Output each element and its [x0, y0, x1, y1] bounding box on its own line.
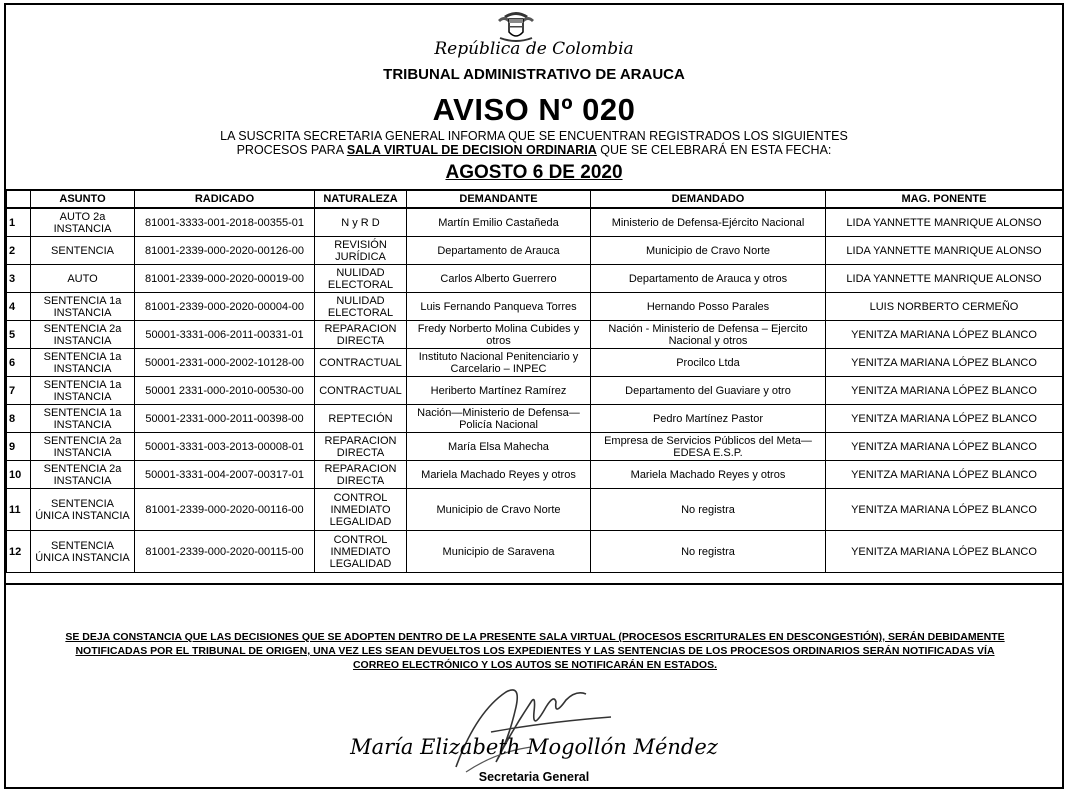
cell-radicado: 50001-3331-003-2013-00008-01	[135, 433, 315, 461]
table-row	[7, 293, 1063, 321]
cell-asunto: AUTO	[31, 265, 135, 293]
table-row	[7, 377, 1063, 405]
cell-demandante: Carlos Alberto Guerrero	[407, 265, 591, 293]
tribunal-name: TRIBUNAL ADMINISTRATIVO DE ARAUCA	[383, 66, 685, 83]
cell-demandado: Hernando Posso Parales	[591, 293, 826, 321]
table-row	[7, 237, 1063, 265]
cell-ponente: LIDA YANNETTE MANRIQUE ALONSO	[826, 237, 1063, 265]
table-row	[7, 433, 1063, 461]
cell-demandante: María Elsa Mahecha	[407, 433, 591, 461]
cell-ponente: YENITZA MARIANA LÓPEZ BLANCO	[826, 405, 1063, 433]
cell-asunto: SENTENCIA 2a INSTANCIA	[31, 433, 135, 461]
cell-naturaleza: CONTROL INMEDIATO LEGALIDAD	[315, 489, 407, 531]
cell-ponente: YENITZA MARIANA LÓPEZ BLANCO	[826, 377, 1063, 405]
table-row	[7, 321, 1063, 349]
cell-ponente: LUIS NORBERTO CERMEÑO	[826, 293, 1063, 321]
cell-demandado: Departamento del Guaviare y otro	[591, 377, 826, 405]
signatory-role: Secretaria General	[478, 770, 590, 784]
cell-demandante: Martín Emilio Castañeda	[407, 208, 591, 237]
row-number: 3	[7, 265, 31, 293]
intro-line-2-pre: PROCESOS PARA	[236, 143, 347, 157]
session-date: AGOSTO 6 DE 2020	[445, 162, 623, 183]
cell-radicado: 50001-2331-000-2011-00398-00	[135, 405, 315, 433]
cell-asunto: SENTENCIA 2a INSTANCIA	[31, 321, 135, 349]
cell-demandante: Heriberto Martínez Ramírez	[407, 377, 591, 405]
cell-radicado: 81001-3333-001-2018-00355-01	[135, 208, 315, 237]
intro-line-2	[6, 143, 1062, 157]
cell-naturaleza: CONTRACTUAL	[315, 349, 407, 377]
column-header-num	[7, 190, 31, 208]
cell-naturaleza: REPARACION DIRECTA	[315, 321, 407, 349]
cell-demandante: Departamento de Arauca	[407, 237, 591, 265]
column-header-demandante: DEMANDANTE	[407, 190, 591, 208]
signatory-name: María Elizabeth Mogollón Méndez	[350, 735, 718, 759]
document-page	[4, 3, 1064, 789]
cell-radicado: 81001-2339-000-2020-00116-00	[135, 489, 315, 531]
cell-demandado: Pedro Martínez Pastor	[591, 405, 826, 433]
table-row	[7, 489, 1063, 531]
cell-naturaleza: REPTECIÓN	[315, 405, 407, 433]
cell-radicado: 50001-3331-006-2011-00331-01	[135, 321, 315, 349]
country-name: República de Colombia	[434, 39, 634, 59]
cell-demandado: Procilco Ltda	[591, 349, 826, 377]
cell-naturaleza: REPARACION DIRECTA	[315, 461, 407, 489]
cell-radicado: 50001-2331-000-2002-10128-00	[135, 349, 315, 377]
cell-radicado: 81001-2339-000-2020-00126-00	[135, 237, 315, 265]
cell-ponente: LIDA YANNETTE MANRIQUE ALONSO	[826, 265, 1063, 293]
cell-demandado: Ministerio de Defensa-Ejército Nacional	[591, 208, 826, 237]
cell-demandante: Municipio de Cravo Norte	[407, 489, 591, 531]
cell-radicado: 81001-2339-000-2020-00019-00	[135, 265, 315, 293]
cell-naturaleza: NULIDAD ELECTORAL	[315, 293, 407, 321]
cell-radicado: 81001-2339-000-2020-00115-00	[135, 531, 315, 573]
document-header	[6, 5, 1062, 189]
table-row	[7, 405, 1063, 433]
cell-asunto: SENTENCIA 1a INSTANCIA	[31, 293, 135, 321]
row-number: 12	[7, 531, 31, 573]
cell-ponente: YENITZA MARIANA LÓPEZ BLANCO	[826, 461, 1063, 489]
cell-radicado: 50001-3331-004-2007-00317-01	[135, 461, 315, 489]
table-row	[7, 349, 1063, 377]
row-number: 2	[7, 237, 31, 265]
cell-demandante: Luis Fernando Panqueva Torres	[407, 293, 591, 321]
column-header-asunto: ASUNTO	[31, 190, 135, 208]
process-table	[6, 189, 1063, 573]
cell-asunto: SENTENCIA 1a INSTANCIA	[31, 349, 135, 377]
cell-demandado: Empresa de Servicios Públicos del Meta—EDESA E.S.P.	[591, 433, 826, 461]
table-header-row	[7, 190, 1063, 208]
row-number: 11	[7, 489, 31, 531]
cell-naturaleza: NULIDAD ELECTORAL	[315, 265, 407, 293]
intro-line-1: LA SUSCRITA SECRETARIA GENERAL INFORMA QUE SE ENCUENTRAN REGISTRADOS LOS SIGUIENTES	[220, 129, 848, 143]
notice-line-2: NOTIFICADAS POR EL TRIBUNAL DE ORIGEN, UNA VEZ LES SEAN DEVUELTOS LOS EXPEDIENTES Y LAS SENTENCIAS DE LOS PROCESOS ORDINARIOS SERÁN NOTIFICADAS VÍA	[75, 645, 995, 657]
intro-text	[6, 129, 1062, 157]
notice-line-3: CORREO ELECTRÓNICO Y LOS AUTOS SE NOTIFICARÁN EN ESTADOS.	[352, 659, 718, 671]
cell-demandante: Instituto Nacional Penitenciario y Carcelario – INPEC	[407, 349, 591, 377]
section-divider	[6, 583, 1062, 585]
cell-asunto: SENTENCIA 1a INSTANCIA	[31, 405, 135, 433]
cell-demandado: Mariela Machado Reyes y otros	[591, 461, 826, 489]
cell-naturaleza: REPARACION DIRECTA	[315, 433, 407, 461]
cell-naturaleza: CONTRACTUAL	[315, 377, 407, 405]
cell-ponente: YENITZA MARIANA LÓPEZ BLANCO	[826, 321, 1063, 349]
table-row	[7, 265, 1063, 293]
table-row	[7, 531, 1063, 573]
notice-title: AVISO Nº 020	[432, 92, 636, 127]
handwritten-signature-icon	[436, 672, 636, 782]
cell-radicado: 50001 2331-000-2010-00530-00	[135, 377, 315, 405]
column-header-naturaleza: NATURALEZA	[315, 190, 407, 208]
cell-ponente: LIDA YANNETTE MANRIQUE ALONSO	[826, 208, 1063, 237]
column-header-ponente: MAG. PONENTE	[826, 190, 1063, 208]
cell-demandante: Municipio de Saravena	[407, 531, 591, 573]
row-number: 10	[7, 461, 31, 489]
notice-line-1: SE DEJA CONSTANCIA QUE LAS DECISIONES QUE SE ADOPTEN DENTRO DE LA PRESENTE SALA VIRTUAL (PROCESOS ESCRITURALES EN DESCONGESTIÓN), SERÁN DEBIDAMENTE	[65, 631, 1005, 643]
table-row	[7, 461, 1063, 489]
intro-line-2-post: QUE SE CELEBRARÁ EN ESTA FECHA:	[596, 143, 832, 157]
cell-asunto: SENTENCIA ÚNICA INSTANCIA	[31, 531, 135, 573]
row-number: 5	[7, 321, 31, 349]
cell-demandado: Municipio de Cravo Norte	[591, 237, 826, 265]
cell-asunto: SENTENCIA ÚNICA INSTANCIA	[31, 489, 135, 531]
row-number: 1	[7, 208, 31, 237]
row-number: 8	[7, 405, 31, 433]
cell-demandado: Nación - Ministerio de Defensa – Ejercito Nacional y otros	[591, 321, 826, 349]
cell-ponente: YENITZA MARIANA LÓPEZ BLANCO	[826, 489, 1063, 531]
cell-demandado: Departamento de Arauca y otros	[591, 265, 826, 293]
cell-demandado: No registra	[591, 489, 826, 531]
column-header-radicado: RADICADO	[135, 190, 315, 208]
table-row	[7, 208, 1063, 237]
cell-asunto: SENTENCIA 1a INSTANCIA	[31, 377, 135, 405]
cell-naturaleza: REVISIÓN JURÍDICA	[315, 237, 407, 265]
cell-naturaleza: CONTROL INMEDIATO LEGALIDAD	[315, 531, 407, 573]
cell-demandante: Fredy Norberto Molina Cubides y otros	[407, 321, 591, 349]
cell-radicado: 81001-2339-000-2020-00004-00	[135, 293, 315, 321]
cell-demandante: Mariela Machado Reyes y otros	[407, 461, 591, 489]
row-number: 4	[7, 293, 31, 321]
column-header-demandado: DEMANDADO	[591, 190, 826, 208]
intro-line-2-emphasis: SALA VIRTUAL DE DECISION ORDINARIA	[346, 143, 597, 157]
row-number: 7	[7, 377, 31, 405]
cell-demandante: Nación—Ministerio de Defensa—Policía Nacional	[407, 405, 591, 433]
cell-ponente: YENITZA MARIANA LÓPEZ BLANCO	[826, 349, 1063, 377]
cell-asunto: SENTENCIA 2a INSTANCIA	[31, 461, 135, 489]
cell-asunto: AUTO 2a INSTANCIA	[31, 208, 135, 237]
notice-text	[20, 630, 1050, 672]
cell-naturaleza: N y R D	[315, 208, 407, 237]
cell-demandado: No registra	[591, 531, 826, 573]
row-number: 6	[7, 349, 31, 377]
cell-asunto: SENTENCIA	[31, 237, 135, 265]
cell-ponente: YENITZA MARIANA LÓPEZ BLANCO	[826, 433, 1063, 461]
row-number: 9	[7, 433, 31, 461]
cell-ponente: YENITZA MARIANA LÓPEZ BLANCO	[826, 531, 1063, 573]
